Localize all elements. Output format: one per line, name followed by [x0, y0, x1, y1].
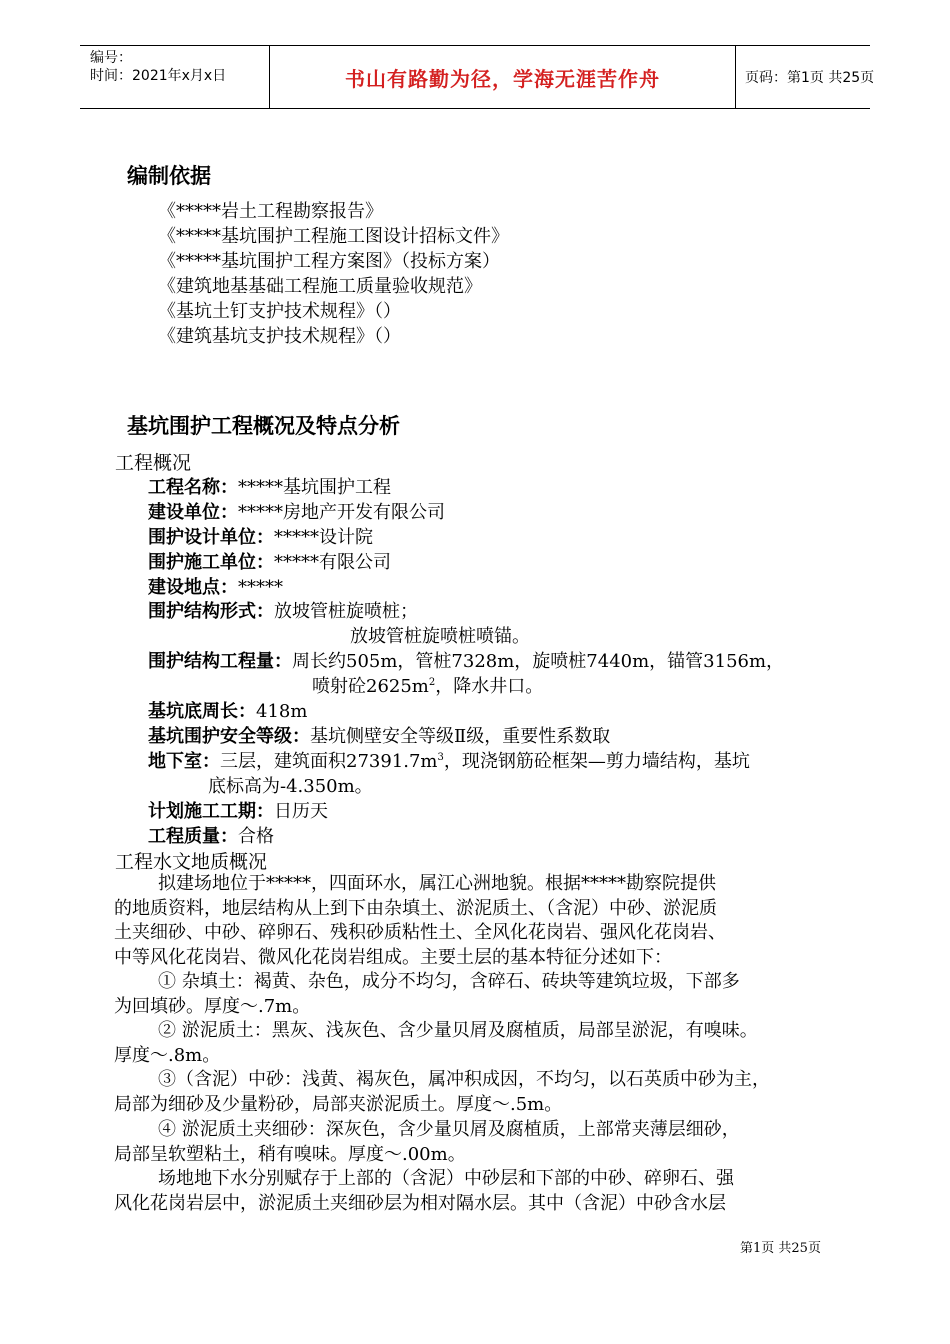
field-value: 三层，建筑面积27391.7m [220, 751, 438, 772]
field-value: 日历天 [274, 801, 328, 822]
text-line: 场地地下水分别赋存于上部的（含泥）中砂层和下部的中砂、碎卵石、强 [158, 1168, 734, 1189]
field-basement-cont: 底标高为-4.350m。 [208, 776, 373, 797]
text-line: 厚度～.8m。 [114, 1044, 221, 1066]
field-quality [148, 822, 274, 848]
field-label: 建设单位： [148, 502, 238, 523]
field-structure-form [148, 597, 418, 623]
field-value: *****房地产开发有限公司 [238, 502, 445, 523]
text-line: 局部为细砂及少量粉砂，局部夹淤泥质土。厚度～.5m。 [114, 1093, 563, 1115]
field-label: 围护设计单位： [148, 527, 274, 548]
soil-layer-3 [114, 1068, 838, 1117]
reference-item: 《建筑地基基础工程施工质量验收规范》 [158, 276, 482, 297]
field-builder [148, 498, 445, 524]
subheading-geology: 工程水文地质概况 [115, 851, 268, 873]
field-safety-level [148, 722, 610, 748]
field-value: *****设计院 [274, 527, 373, 548]
field-quantity-cont [312, 672, 543, 698]
subheading-overview: 工程概况 [115, 452, 192, 474]
field-label: 基坑围护安全等级： [148, 726, 310, 747]
reference-item: 《*****基坑围护工程施工图设计招标文件》 [158, 226, 509, 247]
field-value: ，降水井口。 [435, 676, 544, 697]
groundwater-paragraph [114, 1167, 838, 1216]
field-label: 建设地点： [148, 577, 238, 598]
text-line: 风化花岗岩层中，淤泥质土夹细砂层为相对隔水层。其中（含泥）中砂含水层 [114, 1192, 726, 1214]
text-line: 中等风化花岗岩、微风化花岗岩组成。主要土层的基本特征分述如下： [114, 946, 672, 968]
text-line: 土夹细砂、中砂、碎卵石、残积砂质粘性土、全风化花岗岩、强风化花岗岩、 [114, 922, 726, 944]
field-label: 围护结构形式： [148, 601, 274, 622]
text-line: ② 淤泥质土：黑灰、浅灰色、含少量贝屑及腐植质，局部呈淤泥，有嗅味。 [158, 1020, 758, 1041]
field-value: 放坡管桩旋喷桩； [274, 601, 418, 622]
header-meta [80, 46, 270, 108]
field-label: 工程名称： [148, 477, 238, 498]
field-project-name [148, 473, 391, 499]
reference-item: 《*****基坑围护工程方案图》（投标方案） [158, 251, 500, 272]
header-motto: 书山有路勤为径，学海无涯苦作舟 [270, 46, 736, 108]
soil-layer-1 [114, 970, 838, 1019]
text-line: ③（含泥）中砂：浅黄、褐灰色，属冲积成因，不均匀，以石英质中砂为主， [158, 1069, 770, 1090]
text-line: 拟建场地位于*****，四面环水，属江心洲地貌。根据*****勘察院提供 [158, 873, 716, 894]
text-line: 的地质资料，地层结构从上到下由杂填土、淤泥质土、（含泥）中砂、淤泥质 [114, 897, 717, 919]
field-period [148, 797, 328, 823]
text-line: 局部呈软塑粘土，稍有嗅味。厚度～.00m。 [114, 1143, 466, 1165]
field-value: 基坑侧壁安全等级Ⅱ级，重要性系数取 [310, 726, 611, 747]
reference-item: 《基坑土钉支护技术规程》（） [158, 301, 401, 322]
field-label: 地下室： [148, 751, 220, 772]
page-footer-number: 第1页 共25页 [740, 1241, 821, 1256]
field-design-unit [148, 523, 373, 549]
text-line: ① 杂填土：褐黄、杂色，成分不均匀，含碎石、砖块等建筑垃圾，下部多 [158, 971, 740, 992]
field-label: 围护结构工程量： [148, 651, 292, 672]
field-basement [148, 747, 750, 773]
page-header [80, 45, 875, 109]
section-title-overview: 基坑围护工程概况及特点分析 [127, 414, 400, 438]
field-quantity [148, 647, 784, 673]
text-line: ④ 淤泥质土夹细砂：深灰色，含少量贝屑及腐植质，上部常夹薄层细砂， [158, 1119, 740, 1140]
field-label: 围护施工单位： [148, 552, 274, 573]
time-label: 时间：2021年x月x日 [90, 68, 227, 84]
number-label: 编号： [90, 50, 132, 66]
soil-layer-2 [114, 1019, 838, 1068]
field-perimeter [148, 697, 307, 723]
field-value: *****有限公司 [274, 552, 391, 573]
field-structure-form-cont: 放坡管桩旋喷桩喷锚。 [350, 626, 530, 647]
field-value: 周长约505m，管桩7328m，旋喷桩7440m，锚管3156m， [292, 651, 785, 672]
field-label: 基坑底周长： [148, 701, 256, 722]
field-construction-unit [148, 548, 391, 574]
reference-item: 《*****岩土工程勘察报告》 [158, 201, 383, 222]
soil-layer-4 [114, 1118, 838, 1167]
field-value: ，现浇钢筋砼框架—剪力墙结构，基坑 [443, 751, 750, 772]
field-value: *****基坑围护工程 [238, 477, 391, 498]
field-value: ***** [238, 577, 283, 598]
field-value: 合格 [238, 826, 274, 847]
superscript: 2 [428, 677, 436, 688]
geology-intro [114, 872, 838, 970]
field-value: 喷射砼2625m [312, 676, 429, 697]
field-value: 418m [256, 701, 308, 722]
header-page-number: 页码：第1页 共25页 [745, 70, 875, 86]
field-label: 工程质量： [148, 826, 238, 847]
superscript: 3 [437, 752, 444, 763]
reference-item: 《建筑基坑支护技术规程》（） [158, 326, 401, 347]
field-label: 计划施工工期： [148, 801, 274, 822]
text-line: 为回填砂。厚度～.7m。 [114, 995, 311, 1017]
field-site [148, 573, 283, 599]
section-title-basis: 编制依据 [127, 164, 211, 188]
